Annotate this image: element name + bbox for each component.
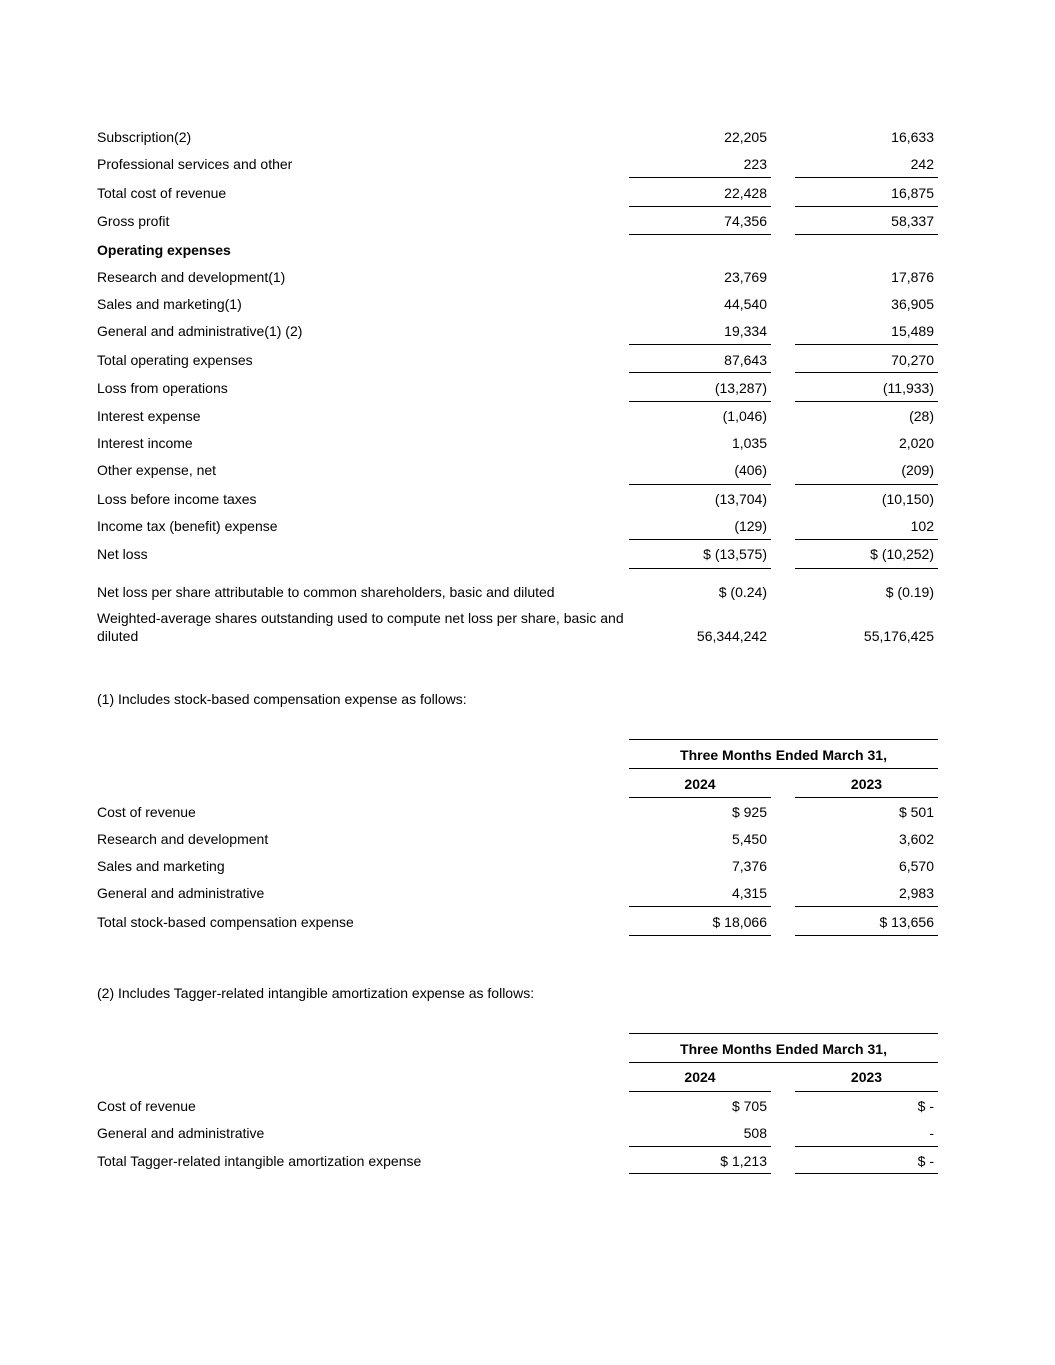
table-row	[0, 185, 1055, 212]
divider	[795, 206, 938, 207]
row-label: General and administrative	[97, 885, 265, 901]
value-2023: $ 13,656	[879, 914, 934, 930]
value-2024: 87,643	[724, 352, 767, 368]
divider	[629, 1146, 771, 1147]
value-2023: 58,337	[891, 213, 934, 229]
table-row	[0, 213, 1055, 240]
value-2024: (129)	[734, 518, 767, 534]
divider	[629, 344, 771, 345]
value-2023: 102	[910, 518, 934, 534]
table-row	[0, 914, 1055, 941]
value-2024: $ 705	[731, 1098, 767, 1114]
value-2023: $ -	[917, 1098, 934, 1114]
row-label: Total Tagger-related intangible amortization expense	[97, 1153, 422, 1169]
footnote-title: (1) Includes stock-based compensation expense as follows:	[97, 691, 467, 707]
table-row	[0, 296, 1055, 323]
value-2024: $ (13,575)	[703, 546, 767, 562]
divider	[629, 1091, 771, 1092]
row-label: General and administrative(1) (2)	[97, 323, 303, 339]
divider	[629, 1173, 771, 1174]
row-label: Professional services and other	[97, 156, 293, 172]
table-row	[0, 885, 1055, 912]
value-2023: 3,602	[898, 831, 934, 847]
row-label: Cost of revenue	[97, 1098, 196, 1114]
row-label: Sales and marketing	[97, 858, 225, 874]
value-2024: (1,046)	[722, 408, 767, 424]
value-2024: 19,334	[724, 323, 767, 339]
divider	[795, 1146, 938, 1147]
table-row	[0, 610, 1055, 650]
value-2024: $ 1,213	[720, 1153, 767, 1169]
table-row	[0, 584, 1055, 611]
table-row	[0, 408, 1055, 435]
divider	[795, 372, 938, 373]
divider	[629, 234, 771, 235]
row-label: Interest income	[97, 435, 193, 451]
value-2023: 16,875	[891, 185, 934, 201]
value-2024: 7,376	[731, 858, 767, 874]
value-2024: (13,287)	[714, 380, 767, 396]
divider	[795, 1173, 938, 1174]
divider	[629, 372, 771, 373]
divider	[629, 539, 771, 540]
table-row	[0, 129, 1055, 156]
value-2023: 17,876	[891, 269, 934, 285]
row-label: Research and development(1)	[97, 269, 286, 285]
divider	[629, 568, 771, 569]
row-label: Subscription(2)	[97, 129, 192, 145]
divider	[795, 401, 938, 402]
table-row	[0, 491, 1055, 518]
section-heading	[0, 242, 1055, 269]
year-header-2024: 2024	[684, 776, 716, 792]
divider	[629, 1033, 938, 1034]
value-2024: (406)	[734, 462, 767, 478]
divider	[629, 768, 938, 769]
table-row	[0, 1098, 1055, 1125]
value-2023: (209)	[901, 462, 934, 478]
divider	[629, 401, 771, 402]
divider	[795, 177, 938, 178]
divider	[795, 935, 938, 936]
row-label: Sales and marketing(1)	[97, 296, 242, 312]
value-2024: 44,540	[724, 296, 767, 312]
divider	[629, 797, 771, 798]
divider	[795, 484, 938, 485]
row-label: Cost of revenue	[97, 804, 196, 820]
divider	[795, 539, 938, 540]
divider	[629, 935, 771, 936]
value-2024: 4,315	[731, 885, 767, 901]
period-header: Three Months Ended March 31,	[680, 747, 887, 763]
value-2023: 6,570	[898, 858, 934, 874]
table-row	[0, 858, 1055, 885]
divider	[795, 797, 938, 798]
table-row	[0, 518, 1055, 545]
table-row	[0, 435, 1055, 462]
row-label-continued: diluted	[97, 628, 139, 644]
divider	[795, 234, 938, 235]
value-2024: (13,704)	[714, 491, 767, 507]
divider	[795, 568, 938, 569]
value-2023: 15,489	[891, 323, 934, 339]
table-row	[0, 269, 1055, 296]
divider	[629, 177, 771, 178]
value-2023: 2,983	[898, 885, 934, 901]
value-2024: 22,428	[724, 185, 767, 201]
row-label: Other expense, net	[97, 462, 217, 478]
divider	[629, 906, 771, 907]
row-label: Loss before income taxes	[97, 491, 257, 507]
divider	[795, 1091, 938, 1092]
value-2023: 70,270	[891, 352, 934, 368]
value-2023: 242	[910, 156, 934, 172]
value-2024: $ 18,066	[712, 914, 767, 930]
value-2023: 2,020	[898, 435, 934, 451]
value-2023: (10,150)	[881, 491, 934, 507]
divider	[795, 906, 938, 907]
table-row	[0, 323, 1055, 350]
year-header-2024: 2024	[684, 1069, 716, 1085]
row-label: General and administrative	[97, 1125, 265, 1141]
value-2024: 23,769	[724, 269, 767, 285]
divider	[795, 344, 938, 345]
row-label: Loss from operations	[97, 380, 228, 396]
value-2024: $ (0.24)	[718, 584, 767, 600]
footnote-title: (2) Includes Tagger-related intangible amortization expense as follows:	[97, 985, 535, 1001]
value-2023: 16,633	[891, 129, 934, 145]
row-label: Gross profit	[97, 213, 170, 229]
value-2023: (11,933)	[882, 380, 934, 396]
year-header-2023: 2023	[850, 1069, 883, 1085]
row-label: Net loss per share attributable to common shareholders, basic and diluted	[97, 584, 555, 600]
value-2023: $ (10,252)	[870, 546, 934, 562]
value-2023: $ -	[917, 1153, 934, 1169]
divider	[629, 1062, 938, 1063]
table-row	[0, 804, 1055, 831]
row-label: Income tax (benefit) expense	[97, 518, 278, 534]
value-2024: $ 925	[731, 804, 767, 820]
table-row	[0, 1125, 1055, 1152]
value-2024: 5,450	[731, 831, 767, 847]
table-row	[0, 352, 1055, 379]
table-row	[0, 156, 1055, 183]
value-2023: $ (0.19)	[885, 584, 934, 600]
value-2024: 22,205	[724, 129, 767, 145]
row-label: Total cost of revenue	[97, 185, 227, 201]
value-2023: (28)	[909, 408, 934, 424]
value-2023: $ 501	[898, 804, 934, 820]
value-2024: 74,356	[724, 213, 767, 229]
year-header-2023: 2023	[850, 776, 883, 792]
value-2024: 508	[743, 1125, 767, 1141]
row-label: Weighted-average shares outstanding used to compute net loss per share, basic and	[97, 610, 624, 626]
divider	[629, 206, 771, 207]
divider	[629, 739, 938, 740]
row-label: Interest expense	[97, 408, 201, 424]
row-label: Total stock-based compensation expense	[97, 914, 354, 930]
row-label: Net loss	[97, 546, 148, 562]
value-2024: 223	[743, 156, 767, 172]
period-header: Three Months Ended March 31,	[680, 1041, 887, 1057]
divider	[629, 484, 771, 485]
table-row	[0, 1153, 1055, 1180]
table-row	[0, 831, 1055, 858]
value-2024: 1,035	[731, 435, 767, 451]
value-2023: 36,905	[891, 296, 934, 312]
row-label: Operating expenses	[97, 242, 231, 258]
row-label: Research and development	[97, 831, 269, 847]
value-2024: 56,344,242	[696, 628, 767, 644]
value-2023: 55,176,425	[863, 628, 934, 644]
row-label: Total operating expenses	[97, 352, 253, 368]
table-row	[0, 380, 1055, 407]
value-2023: -	[929, 1125, 934, 1141]
